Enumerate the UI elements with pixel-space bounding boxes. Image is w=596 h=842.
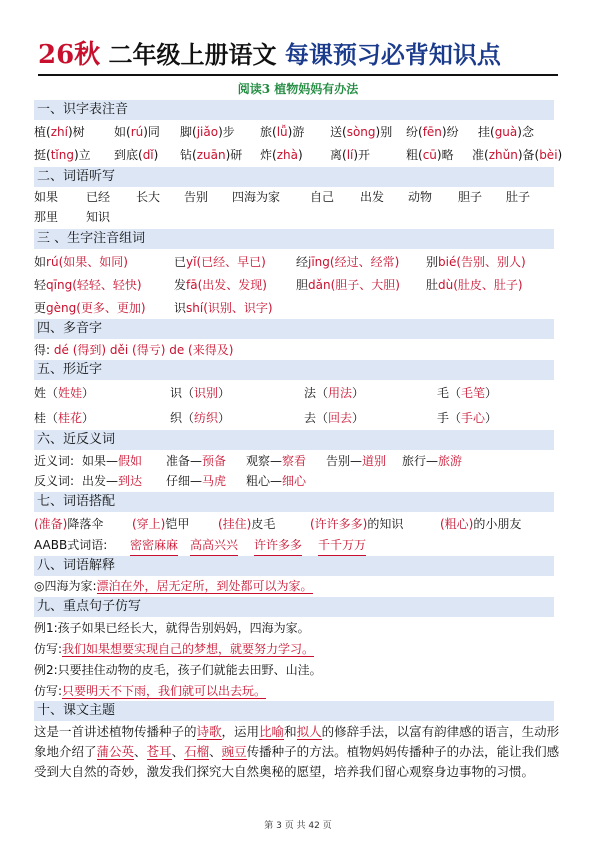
pinyin-item: 纷(fēn)纷 xyxy=(406,125,459,139)
row-label: 近义词: xyxy=(34,454,75,468)
imitation-1: 仿写:我们如果想要实现自己的梦想，就要努力学习。 xyxy=(34,642,315,656)
section-heading: 三 、生字注音组词 xyxy=(34,229,554,249)
zuci-item: 发fā(出发、发现) xyxy=(174,278,267,292)
section-heading: 六、近反义词 xyxy=(34,430,554,450)
word-pair: 仔细—马虎 xyxy=(166,474,227,488)
xingjin-item: 毛（毛笔） xyxy=(437,386,498,400)
page-footer: 第 3 页 共 42 页 xyxy=(264,821,332,831)
word-pair: 粗心—细心 xyxy=(246,474,307,488)
pinyin-item: 如(rú)同 xyxy=(114,125,160,139)
dictation-word: 四海为家 xyxy=(232,190,281,204)
pinyin-item: 炸(zhà) xyxy=(260,148,303,162)
section-heading: 七、词语搭配 xyxy=(34,492,554,512)
zuci-item: 别bié(告别、别人) xyxy=(426,255,526,269)
pinyin-item: 粗(cū)略 xyxy=(406,148,454,162)
dictation-word: 知识 xyxy=(86,210,111,224)
xingjin-item: 识（识别） xyxy=(170,386,231,400)
dictation-word: 长大 xyxy=(136,190,161,204)
zuci-item: 经jīng(经过、经常) xyxy=(296,255,400,269)
section-heading: 四、多音字 xyxy=(34,319,554,339)
zuci-item: 已yǐ(已经、早已) xyxy=(174,255,266,269)
pinyin-item: 旅(lǚ)游 xyxy=(260,125,305,139)
section-heading: 一、识字表注音 xyxy=(34,100,554,120)
aabb-word: 许许多多 xyxy=(254,535,302,556)
xingjin-item: 桂（桂花） xyxy=(34,411,95,425)
row-label: AABB式词语: xyxy=(34,538,108,552)
collocation-item: (粗心)的小朋友 xyxy=(440,517,522,531)
word-pair: 观察—察看 xyxy=(246,454,307,468)
pinyin-item: 到底(dǐ) xyxy=(114,148,159,162)
word-pair: 旅行—旅游 xyxy=(402,454,463,468)
collocation-item: (许许多多)的知识 xyxy=(310,517,404,531)
word-pair: 告别—道别 xyxy=(326,454,387,468)
imitation-2: 仿写:只要明天不下雨，我们就可以出去玩。 xyxy=(34,684,267,698)
xingjin-item: 织（纺织） xyxy=(170,411,231,425)
dictation-word: 动物 xyxy=(408,190,433,204)
dictation-word: 如果 xyxy=(34,190,59,204)
pinyin-item: 钻(zuān)研 xyxy=(180,148,243,162)
zuci-item: 轻qīng(轻轻、轻快) xyxy=(34,278,142,292)
dictation-word: 胆子 xyxy=(458,190,483,204)
zuci-item: 肚dù(肚皮、肚子) xyxy=(426,278,523,292)
xingjin-item: 去（回去） xyxy=(304,411,365,425)
zuci-item: 识shí(识别、识字) xyxy=(174,301,273,315)
dictation-word: 自己 xyxy=(310,190,335,204)
collocation-item: (准备)降落伞 xyxy=(34,517,104,531)
dictation-word: 告别 xyxy=(184,190,209,204)
aabb-word: 千千万万 xyxy=(318,535,366,556)
theme-paragraph: 这是一首讲述植物传播种子的诗歌，运用比喻和拟人的修辞手法，以富有韵律感的语言，生动形象地介绍了蒲公英、苍耳、石榴、豌豆传播种子的方法。植物妈妈传播种子的办法，能让我们感受到大自然的奇妙，激发我们探究大自然奥秘的愿望，培养我们留心观察身边事物的习惯。 xyxy=(34,724,560,779)
dictation-word: 肚子 xyxy=(506,190,531,204)
section-heading: 八、词语解释 xyxy=(34,556,554,576)
aabb-word: 高高兴兴 xyxy=(190,535,238,556)
xingjin-item: 手（手心） xyxy=(437,411,498,425)
collocation-item: (穿上)铠甲 xyxy=(132,517,190,531)
section-heading: 十、课文主题 xyxy=(34,701,554,721)
lesson-title: 阅读3 植物妈妈有办法 xyxy=(237,82,359,96)
section-heading: 九、重点句子仿写 xyxy=(34,597,554,617)
zuci-item: 胆dǎn(胆子、大胆) xyxy=(296,278,400,292)
dictation-word: 已经 xyxy=(86,190,111,204)
word-pair: 出发—到达 xyxy=(82,474,143,488)
dictation-word: 出发 xyxy=(360,190,385,204)
row-label: 反义词: xyxy=(34,474,75,488)
zuci-item: 如rú(如果、如同) xyxy=(34,255,128,269)
xingjin-item: 法（用法） xyxy=(304,386,365,400)
aabb-word: 密密麻麻 xyxy=(130,535,178,556)
word-pair: 如果—假如 xyxy=(82,454,143,468)
example-1: 例1:孩子如果已经长大，就得告别妈妈，四海为家。 xyxy=(34,621,310,635)
word-pair: 准备—预备 xyxy=(166,454,227,468)
zuci-item: 更gèng(更多、更加) xyxy=(34,301,146,315)
xingjin-item: 姓（姓娃） xyxy=(34,386,95,400)
page-title: 26秋 二年级上册语文 每课预习必背知识点 xyxy=(38,40,558,76)
dictation-word: 那里 xyxy=(34,210,59,224)
pinyin-item: 挺(tǐng)立 xyxy=(34,148,91,162)
collocation-item: (挂住)皮毛 xyxy=(218,517,276,531)
pinyin-item: 准(zhǔn)备(bèi) xyxy=(472,148,563,162)
pinyin-item: 挂(guà)念 xyxy=(478,125,534,139)
pinyin-item: 送(sòng)别 xyxy=(330,125,393,139)
section-heading: 二、词语听写 xyxy=(34,167,554,187)
polyphone-row: 得: dé (得到) děi (得亏) de (来得及) xyxy=(34,343,234,357)
section-heading: 五、形近字 xyxy=(34,360,554,380)
pinyin-item: 植(zhí)树 xyxy=(34,125,85,139)
pinyin-item: 脚(jiǎo)步 xyxy=(180,125,235,139)
explain-row: ◎四海为家:漂泊在外，居无定所，到处都可以为家。 xyxy=(34,579,313,593)
example-2: 例2:只要挂住动物的皮毛，孩子们就能去田野、山洼。 xyxy=(34,663,322,677)
pinyin-item: 离(lí)开 xyxy=(330,148,371,162)
